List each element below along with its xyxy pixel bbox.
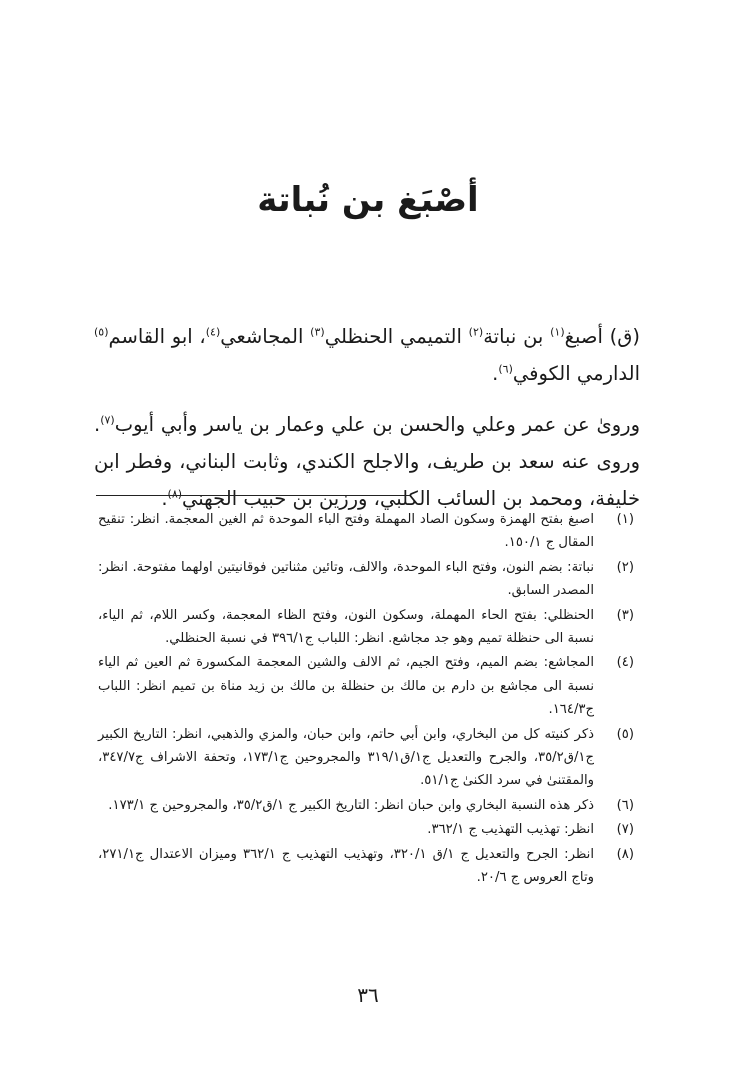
page-number: ٣٦ [357, 983, 379, 1007]
text-run: الدارمي الكوفي [512, 362, 640, 385]
footnote-text: ذكر كنيته كل من البخاري، وابن أبي حاتم، وابن حبان، والمزي والذهبي، انظر: التاريخ الكبير ج١/ق٣٥/٢، والجرح والتعديل ج١/ق٣١٩/١ والمجروحين ج١٧٣/١، وتحفة الاشراف ج٣٤٧/٧، والمقتنىٰ في سرد الكنىٰ ج٥١/١. [98, 726, 595, 789]
text-run: (ق) أصبغ [564, 325, 640, 348]
footnote-text: الحنظلي: بفتح الحاء المهملة، وسكون النون، وفتح الظاء المعجمة، وكسر اللام، ثم الياء، نسبة الى حنظلة تميم وهو جد مجاشع. انظر: اللباب ج٣٩٦/١ في نسبة الحنظلي. [98, 607, 594, 647]
footnote-text: انظر: تهذيب التهذيب ج ٣٦٢/١. [427, 822, 594, 838]
footnotes [98, 508, 634, 891]
text-run: . [161, 487, 168, 510]
text-run: ، ابو القاسم [108, 325, 206, 348]
footnote-number: (٣) [616, 607, 634, 623]
footnote-number: (٦) [616, 797, 634, 813]
footnote-number: (٢) [616, 559, 634, 575]
footnote-text: ذكر هذه النسبة البخاري وابن حبان انظر: التاريخ الكبير ج ١/ق٣٥/٢، والمجروحين ج ١٧٣/١. [108, 797, 594, 813]
footnote-ref-4: (٤) [205, 325, 221, 339]
text-run: المجاشعي [220, 325, 311, 348]
entry-paragraph-1 [94, 318, 640, 392]
footnote [98, 794, 634, 817]
page-title: أصْبَغ بن نُباتة [257, 180, 479, 220]
text-run: . وروى عنه سعد بن طريف، والاجلح الكندي، وثابت البناني، وفطر ابن خليفة، ومحمد بن السائب الكلبي، ورزين بن حبيب الجهني [94, 413, 640, 510]
footnote-text: اصبغ بفتح الهمزة وسكون الصاد المهملة وفتح الباء الموحدة ثم الغين المعجمة. انظر: تنقيح المقال ج ١٥٠/١. [98, 512, 594, 551]
footnote-number: (٤) [616, 655, 634, 671]
footnote-text: المجاشع: بضم الميم، وفتح الجيم، ثم الالف والشين المعجمة المكسورة ثم العين ثم الياء نسبة الى مجاشع بن دارم بن مالك بن حنظلة بن مالك بن زيد مناة بن تميم انظر: اللباب ج١٦٤/٣. [98, 655, 594, 718]
footnote-ref-8: (٨) [167, 487, 183, 501]
footnote-number: (٧) [616, 822, 634, 838]
footnote-number: (١) [616, 512, 634, 527]
footnote [98, 651, 634, 721]
footnote-number: (٥) [616, 726, 634, 742]
footnote-ref-2: (٢) [468, 325, 484, 339]
footnote [98, 818, 634, 841]
footnote [98, 843, 634, 890]
footnote-ref-7: (٧) [100, 413, 115, 427]
footnote [98, 556, 634, 603]
footnote [98, 508, 634, 555]
footnote [98, 723, 634, 793]
text-run: . [492, 362, 499, 385]
footnote-ref-3: (٣) [310, 325, 325, 339]
footnote-divider [96, 495, 410, 496]
footnote-ref-6: (٦) [498, 362, 513, 376]
footnote-text: انظر: الجرح والتعديل ج ١/ق ٣٢٠/١، وتهذيب التهذيب ج ٣٦٢/١ وميزان الاعتدال ج٢٧١/١، وتاج العروس ج ٢٠/٦. [98, 846, 594, 886]
footnote [98, 604, 634, 651]
main-text [94, 318, 640, 531]
text-run: التميمي الحنظلي [324, 325, 469, 348]
footnote-ref-5: (٥) [94, 325, 109, 339]
footnote-ref-1: (١) [550, 325, 565, 339]
footnote-number: (٨) [616, 846, 634, 862]
text-run: وروىٰ عن عمر وعلي والحسن بن علي وعمار بن ياسر وأبي أيوب [114, 413, 640, 436]
text-run: بن نباتة [483, 325, 551, 348]
entry-paragraph-2 [94, 406, 640, 517]
footnote-text: نباتة: بضم النون، وفتح الباء الموحدة، والالف، وتائين مثناتين فوقانيتين اولهما مفتوحة. انظر: المصدر السابق. [98, 559, 594, 599]
